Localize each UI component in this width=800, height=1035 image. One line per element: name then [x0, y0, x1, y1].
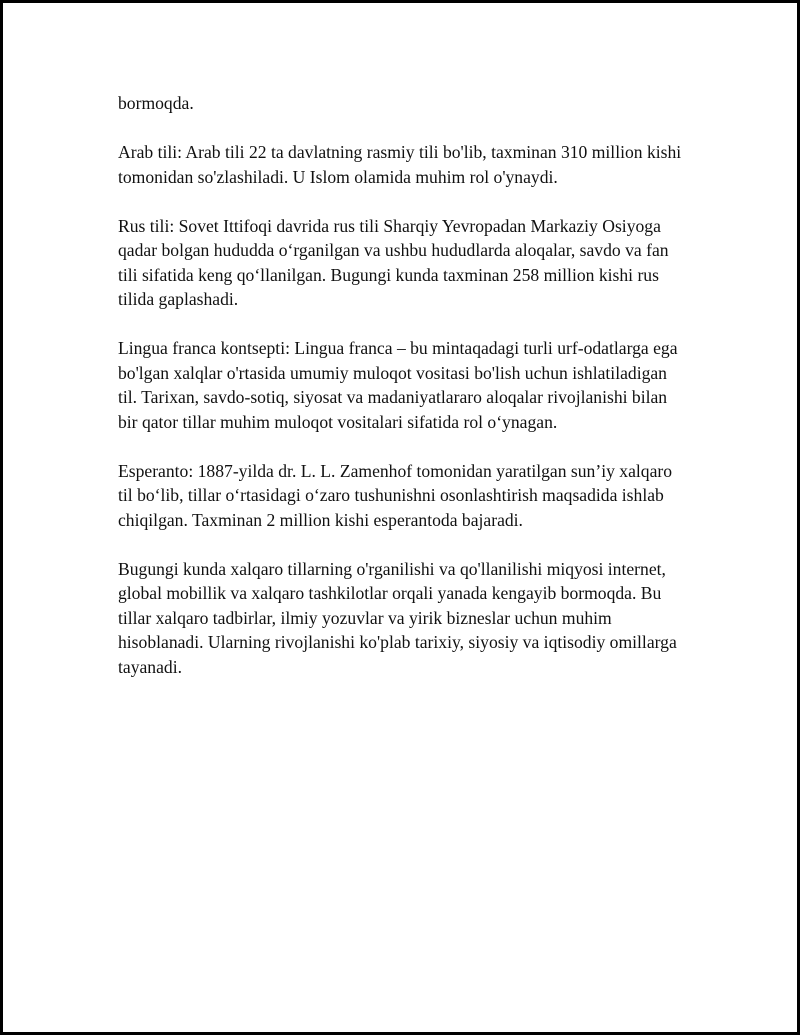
paragraph-lingua-franca: Lingua franca kontsepti: Lingua franca – bu mintaqadagi turli urf-odatlarga ega bo'lgan xalqlar o'rtasida umumiy muloqot vositasi bo'lish uchun ishlatiladigan til. Tarixan, savdo-sotiq, siyosat va madaniyatlararo aloqalar rivojlanishi bilan bir qator tillar muhim muloqot vositalari sifatida rol o‘ynagan. [118, 338, 678, 432]
paragraph-conclusion: Bugungi kunda xalqaro tillarning o'rganilishi va qo'llanilishi miqyosi internet, global mobillik va xalqaro tashkilotlar orqali yanada kengayib bormoqda. Bu tillar xalqaro tadbirlar, ilmiy yozuvlar va yirik bizneslar uchun muhim hisoblanadi. Ularning rivojlanishi ko'plab tarixiy, siyosiy va iqtisodiy omillarga tayanadi. [118, 558, 677, 677]
document-body [118, 91, 688, 704]
paragraph-continuation: bormoqda. [118, 93, 194, 113]
paragraph-arab-tili: Arab tili: Arab tili 22 ta davlatning rasmiy tili bo'lib, taxminan 310 million kishi tomonidan so'zlashiladi. U Islom olamida muhim rol o'ynaydi. [118, 142, 682, 187]
paragraph-rus-tili: Rus tili: Sovet Ittifoqi davrida rus tili Sharqiy Yevropadan Markaziy Osiyoga qadar bolgan hududda o‘rganilgan va ushbu hududlarda aloqalar, savdo va fan tili sifatida keng qo‘llanilgan. Bugungi kunda taxminan 258 million kishi rus tilida gaplashadi. [118, 215, 669, 309]
paragraph-esperanto: Esperanto: 1887-yilda dr. L. L. Zamenhof tomonidan yaratilgan sun’iy xalqaro til bo‘lib, tillar o‘rtasidagi o‘zaro tushunishni osonlashtirish maqsadida ishlab chiqilgan. Taxminan 2 million kishi esperantoda bajaradi. [118, 460, 673, 530]
